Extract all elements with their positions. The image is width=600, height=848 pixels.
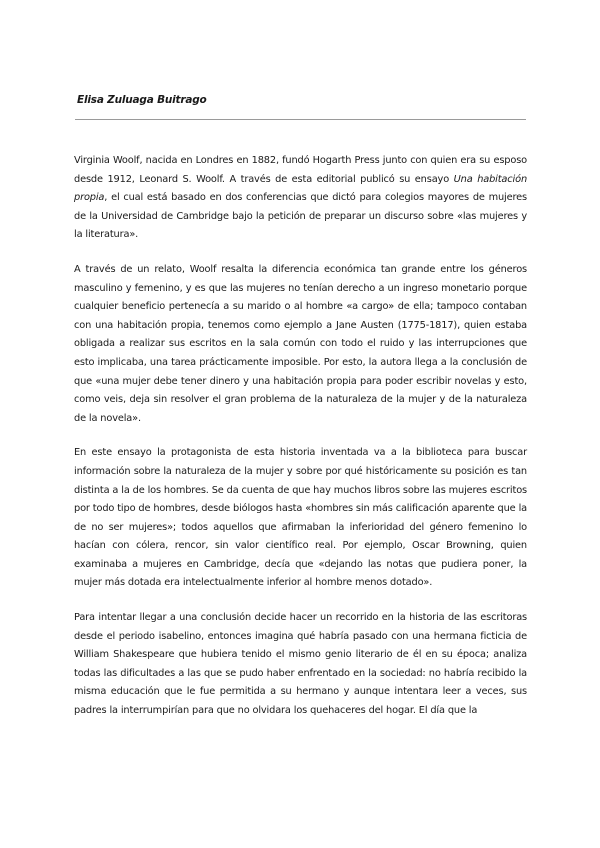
paragraph-1 (74, 152, 527, 245)
header-divider (75, 119, 526, 120)
author-name: Elisa Zuluaga Buitrago (77, 94, 207, 106)
paragraph-4: Para intentar llegar a una conclusión decide hacer un recorrido en la historia de las escritoras desde el periodo isabelino, entonces imagina qué habría pasado con una hermana ficticia de William Shakespeare que hubiera tenido el mismo genio literario de él en su época; analiza todas las dificultades a las que se pudo haber enfrentado en la sociedad: no habría recibido la misma educación que le fue permitida a su hermano y aunque intentara leer a veces, sus padres la interrumpirían para que no olvidara los quehaceres del hogar. El día que la (74, 612, 527, 717)
paragraph-3: En este ensayo la protagonista de esta historia inventada va a la biblioteca para buscar información sobre la naturaleza de la mujer y sobre por qué históricamente su posición es tan distinta a la de los hombres. Se da cuenta de que hay muchos libros sobre las mujeres escritos por todo tipo de hombres, desde biólogos hasta «hombres sin más calificación aparente que la de no ser mujeres»; todos aquellos que afirmaban la inferioridad del género femenino lo hacían con cólera, rencor, sin valor científico real. Por ejemplo, Oscar Browning, quien examinaba a mujeres en Cambridge, decía que «dejando las notas que pudiera poner, la mujer más dotada era intelectualmente inferior al hombre menos dotado». (74, 447, 527, 589)
essay-body (74, 152, 527, 737)
paragraph-2: A través de un relato, Woolf resalta la diferencia económica tan grande entre los géneros masculino y femenino, y es que las mujeres no tenían derecho a un ingreso monetario porque cualquier beneficio pertenecía a su marido o al hombre «a cargo» de ella; tampoco contaban con una habitación propia, tenemos como ejemplo a Jane Austen (1775-1817), quien estaba obligada a realizar sus escritos en la sala común con todo el ruido y las interrupciones que esto implicaba, una tarea prácticamente imposible. Por esto, la autora llega a la conclusión de que «una mujer debe tener dinero y una habitación propia para poder escribir novelas y esto, como veis, deja sin resolver el gran problema de la naturaleza de la mujer y de la naturaleza de la novela». (74, 263, 527, 424)
book-title: Una habitación propia (74, 173, 527, 204)
paragraph-1-intro: Virginia Woolf, nacida en Londres en 1882, fundó Hogarth Press junto con quien era su esposo desde 1912, Leonard S. Woolf. A través de esta editorial publicó su ensayo (74, 155, 527, 185)
paragraph-1-rest: , el cual está basado en dos conferencias que dictó para colegios mayores de mujeres de la Universidad de Cambridge bajo la petición de preparar un discurso sobre «las mujeres y la literatura». (74, 192, 527, 241)
